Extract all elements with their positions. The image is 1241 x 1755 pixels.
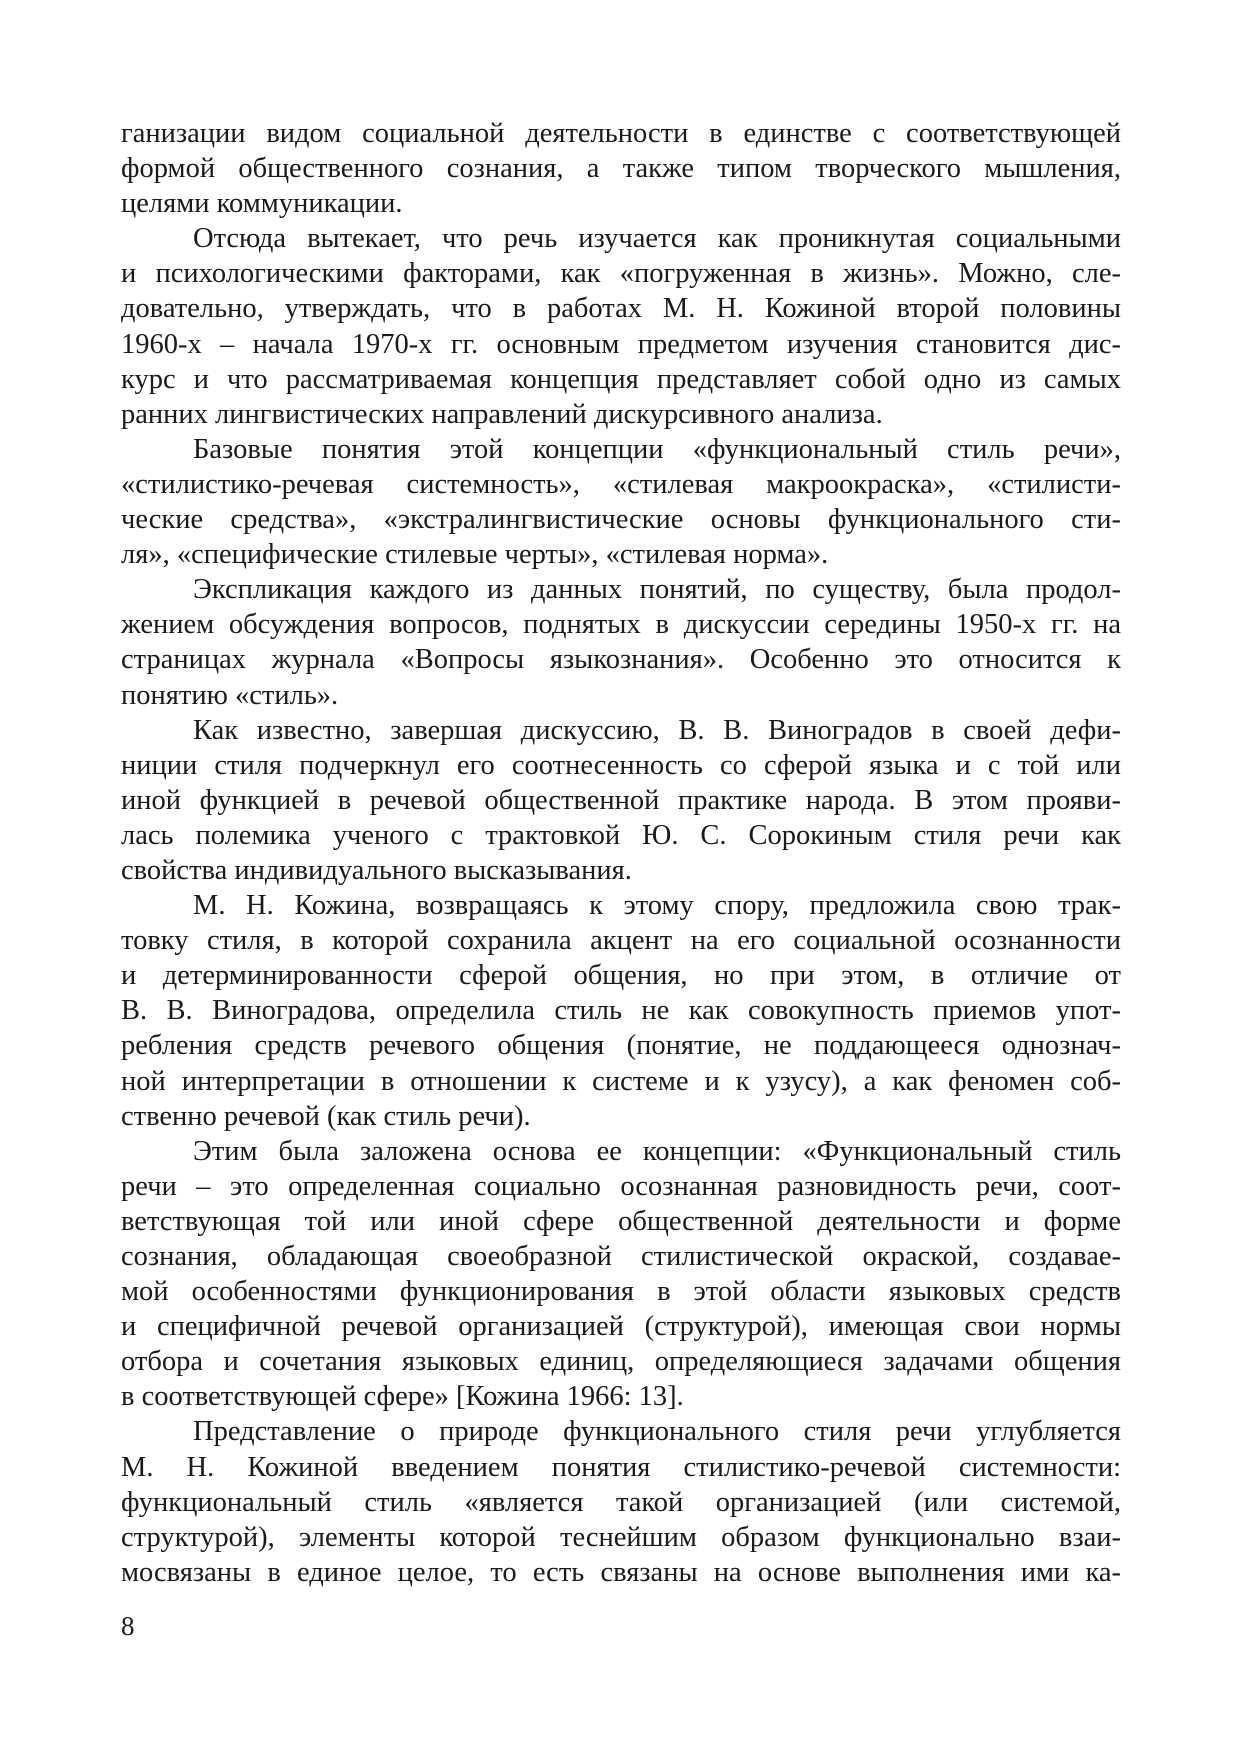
text-line: М. Н. Кожина, возвращаясь к этому спору, предложила свою трак-: [193, 890, 1121, 922]
text-line: ниции стиля подчеркнул его соотнесенность со сферой языка и с той или: [121, 749, 1121, 781]
text-line: Этим была заложена основа ее концепции: «Функциональный стиль: [193, 1135, 1121, 1167]
paragraph-5: [121, 713, 1121, 888]
text-line: ребления средств речевого общения (понятие, не поддающееся однознач-: [121, 1030, 1121, 1062]
text-line: 1960-х – начала 1970-х гг. основным предметом изучения становится дис-: [121, 328, 1121, 360]
text-line: курс и что рассматриваемая концепция представляет собой одно из самых: [121, 363, 1121, 395]
text-line: функциональный стиль «является такой организацией (или системой,: [121, 1486, 1121, 1518]
text-line: Представление о природе функционального стиля речи углубляется: [193, 1416, 1121, 1448]
paragraph-3: [121, 432, 1121, 572]
text-line: жением обсуждения вопросов, поднятых в дискуссии середины 1950-х гг. на: [121, 609, 1121, 641]
text-line: Базовые понятия этой концепции «функциональный стиль речи»,: [193, 433, 1121, 465]
text-line: свойства индивидуального высказывания.: [121, 854, 632, 886]
text-line: Экспликация каждого из данных понятий, по существу, была продол-: [193, 574, 1121, 606]
text-line: и психологическими факторами, как «погруженная в жизнь». Можно, сле-: [121, 258, 1121, 290]
text-line: отбора и сочетания языковых единиц, определяющиеся задачами общения: [121, 1346, 1121, 1378]
text-line: ветствующая той или иной сфере общественной деятельности и форме: [121, 1205, 1121, 1237]
text-line: речи – это определенная социально осознанная разновидность речи, соот-: [121, 1170, 1121, 1202]
paragraph-2: [121, 221, 1121, 432]
text-line: иной функцией в речевой общественной практике народа. В этом прояви-: [121, 784, 1121, 816]
paragraph-1: [121, 116, 1121, 221]
text-line: и детерминированности сферой общения, но при этом, в отличие от: [121, 960, 1121, 992]
text-line: мосвязаны в единое целое, то есть связаны на основе выполнения ими ка-: [121, 1556, 1121, 1588]
text-line: В. В. Виноградова, определила стиль не как совокупность приемов упот-: [121, 995, 1121, 1027]
text-line: в соответствующей сфере» [Кожина 1966: 13].: [121, 1381, 684, 1413]
page-body: [121, 116, 1121, 1590]
text-line: ственно речевой (как стиль речи).: [121, 1100, 531, 1132]
text-line: сознания, обладающая своеобразной стилистической окраской, создавае-: [121, 1241, 1121, 1272]
text-line: лась полемика ученого с трактовкой Ю. С. Сорокиным стиля речи как: [121, 819, 1121, 851]
text-line: Как известно, завершая дискуссию, В. В. Виноградов в своей дефи-: [193, 714, 1121, 746]
text-line: ля», «специфические стилевые черты», «стилевая норма».: [121, 539, 829, 571]
text-line: понятию «стиль».: [121, 679, 339, 711]
text-line: формой общественного сознания, а также типом творческого мышления,: [121, 153, 1121, 185]
text-line: довательно, утверждать, что в работах М. Н. Кожиной второй половины: [121, 293, 1121, 325]
paragraph-4: [121, 572, 1121, 712]
text-line: целями коммуникации.: [121, 188, 403, 220]
paragraph-8: [121, 1414, 1121, 1589]
text-line: товку стиля, в которой сохранила акцент на его социальной осознанности: [121, 925, 1121, 957]
text-line: ческие средства», «экстралингвистические основы функционального сти-: [121, 504, 1121, 536]
text-line: мой особенностями функционирования в этой области языковых средств: [121, 1276, 1121, 1308]
text-line: структурой), элементы которой теснейшим образом функционально взаи-: [121, 1521, 1121, 1553]
text-line: ной интерпретации в отношении к системе и к узусу), а как феномен соб-: [121, 1065, 1121, 1097]
page-number: 8: [121, 1611, 135, 1641]
paragraph-6: [121, 888, 1121, 1134]
text-line: ранних лингвистических направлений дискурсивного анализа.: [121, 398, 883, 430]
text-line: М. Н. Кожиной введением понятия стилистико-речевой системности:: [121, 1451, 1121, 1483]
text-line: и специфичной речевой организацией (структурой), имеющая свои нормы: [121, 1311, 1121, 1343]
text-line: «стилистико-речевая системность», «стилевая макроокраска», «стилисти-: [121, 468, 1121, 500]
text-line: ганизации видом социальной деятельности в единстве с соответствующей: [121, 118, 1121, 149]
text-line: страницах журнала «Вопросы языкознания». Особенно это относится к: [121, 644, 1121, 676]
paragraph-7: [121, 1134, 1121, 1415]
text-line: Отсюда вытекает, что речь изучается как проникнутая социальными: [193, 223, 1121, 255]
